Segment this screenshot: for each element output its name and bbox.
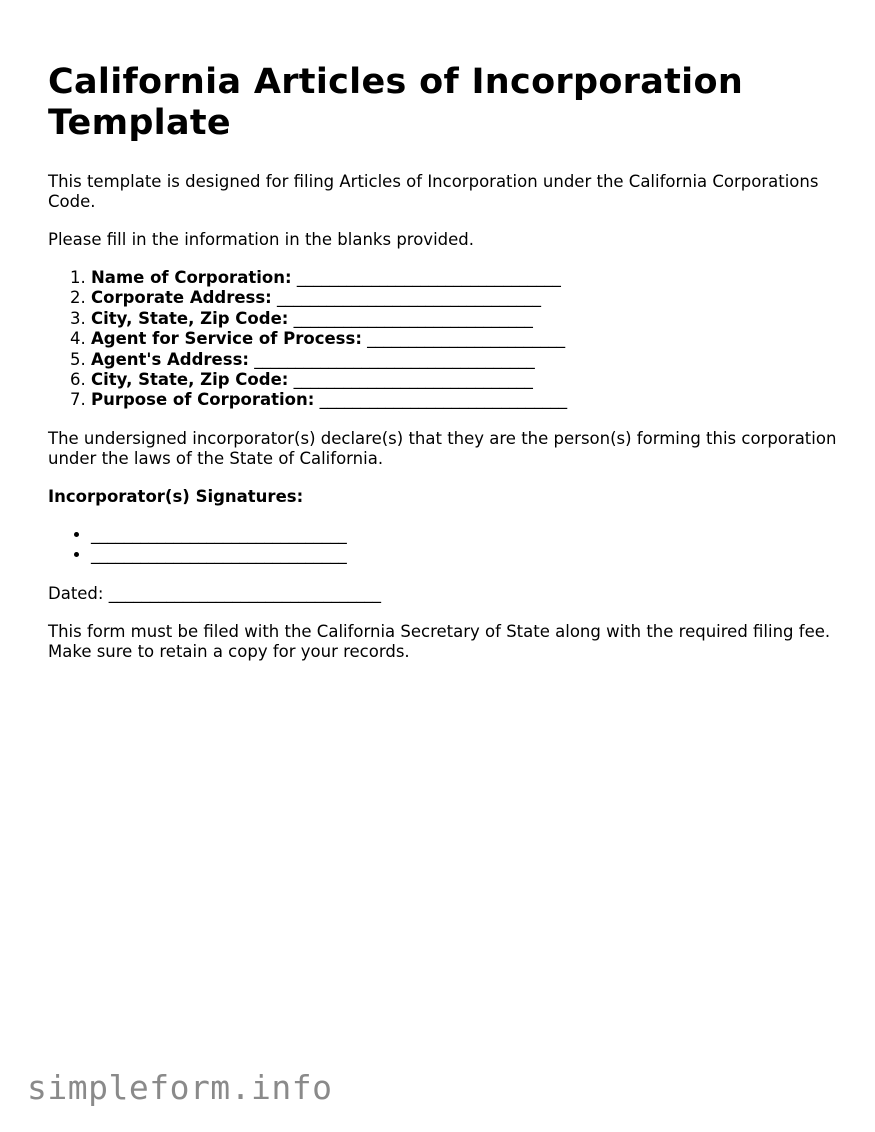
field-label: Agent for Service of Process: [91,329,362,349]
field-blank[interactable]: ________________________________ [296,268,561,287]
declaration-paragraph: The undersigned incorporator(s) declare(s) that they are the person(s) forming this corporation under the laws of the State of California. [48,428,837,468]
field-label: City, State, Zip Code: [91,308,289,328]
instructions-paragraph: Please fill in the information in the blanks provided. [48,230,474,249]
field-blank[interactable]: ________________________ [367,329,566,349]
document-title: California Articles of Incorporation Template [48,62,744,143]
field-item [91,329,838,349]
field-item [91,350,838,370]
dated-line[interactable]: Dated: _________________________________ [48,583,381,603]
field-blank[interactable]: ______________________________ [319,390,568,410]
field-label: Agent's Address: [91,349,249,369]
signatures-list [48,525,838,566]
field-item [91,370,838,390]
field-label: Name of Corporation: [91,268,292,287]
field-blank[interactable]: ________________________________ [277,288,542,308]
signatures-heading: Incorporator(s) Signatures: [48,486,304,506]
field-blank[interactable]: __________________________________ [254,349,535,369]
field-blank[interactable]: _____________________________ [293,370,533,390]
field-item [91,268,838,288]
intro-paragraph: This template is designed for filing Articles of Incorporation under the California Corporations Code. [48,172,819,211]
signature-line[interactable]: • _______________________________ [91,525,838,545]
field-label: Corporate Address: [91,288,272,308]
document-page [48,0,838,662]
filing-note: This form must be filed with the California Secretary of State along with the required filing fee. Make sure to retain a copy for your records. [48,621,831,661]
signature-line[interactable]: • _______________________________ [91,545,838,565]
field-label: City, State, Zip Code: [91,370,289,390]
field-item [91,309,838,329]
field-item [91,390,838,410]
field-blank[interactable]: _____________________________ [293,308,533,328]
field-label: Purpose of Corporation: [91,390,315,410]
watermark: simpleform.info [27,1068,333,1107]
field-item [91,288,838,308]
fields-list [48,268,838,411]
